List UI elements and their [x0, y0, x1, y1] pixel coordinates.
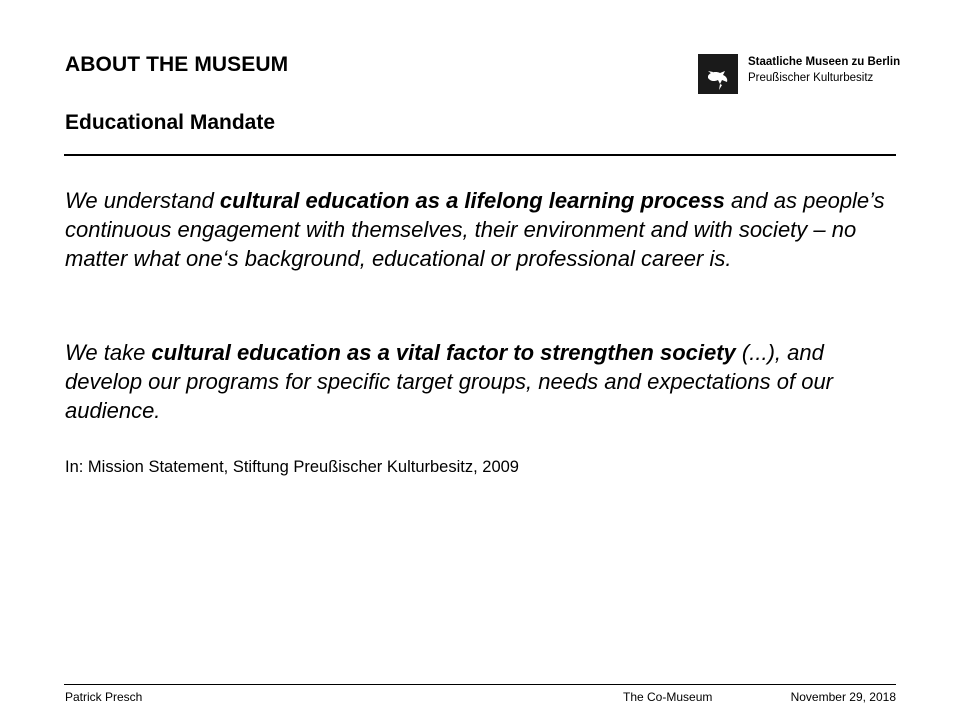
museum-logo: [698, 54, 900, 94]
page-subtitle: Educational Mandate: [65, 111, 276, 134]
paragraph-2-emphasis: cultural education as a vital factor to strengthen society: [151, 340, 736, 365]
header-divider: [64, 154, 896, 156]
section-title: ABOUT THE MUSEUM: [65, 53, 289, 76]
footer-author: Patrick Presch: [65, 690, 143, 704]
paragraph-2: [65, 338, 905, 425]
footer-divider: [64, 684, 896, 685]
source-citation: In: Mission Statement, Stiftung Preußischer Kulturbesitz, 2009: [65, 458, 519, 476]
footer-date: November 29, 2018: [790, 690, 896, 704]
paragraph-1-post: and as people’s continuous engagement with themselves, their environment and with society – no matter what one‘s background, educational or professional career is.: [65, 188, 885, 271]
paragraph-1-pre: We understand: [65, 188, 220, 213]
logo-line-1: Staatliche Museen zu Berlin: [748, 56, 901, 68]
logo-line-2: Preußischer Kulturbesitz: [748, 72, 874, 84]
paragraph-2-post: (...), and develop our programs for specific target groups, needs and expectations of our audience.: [65, 340, 834, 423]
eagle-icon: [698, 54, 738, 94]
paragraph-1: [65, 186, 905, 273]
paragraph-1-emphasis: cultural education as a lifelong learning process: [219, 188, 725, 213]
logo-text: [748, 54, 900, 86]
paragraph-2-pre: We take: [65, 340, 152, 365]
footer-event: The Co-Museum: [623, 690, 713, 704]
